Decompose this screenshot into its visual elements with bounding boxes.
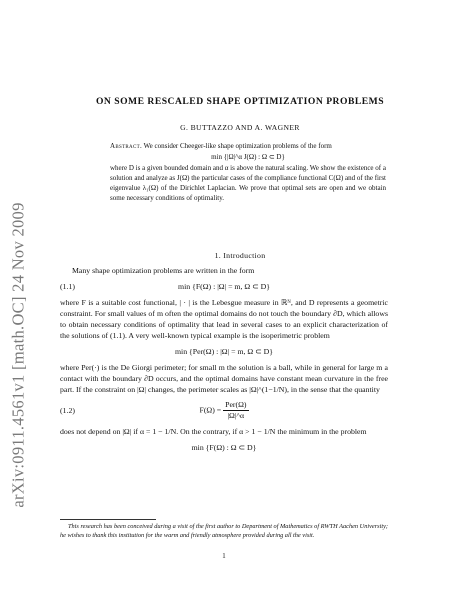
abstract-intro: We consider Cheeger-like shape optimization problems of the form (143, 142, 332, 150)
paragraph-4: does not depend on |Ω| if α = 1 − 1/N. On the contrary, if α > 1 − 1/N the minimum in the problem (60, 427, 367, 436)
equation-1-2-lhs: F(Ω) = (199, 405, 222, 415)
footnote: This research has been conceived during a visit of the first author to Department of Mathematics of RWTH Aachen University; he wishes to thank this institution for the warm and friendly atmosphere provided during all the visit. (60, 523, 388, 539)
section-title: Introduction (223, 251, 266, 260)
page-number: 1 (222, 553, 226, 560)
equation-1-2-fraction (223, 400, 248, 421)
equation-1-1 (60, 281, 388, 292)
equation-minimum (60, 442, 388, 453)
footnote-rule (60, 519, 156, 520)
paragraph-3: where Per(·) is the De Giorgi perimeter; for small m the solution is a ball, while in general for large m a contact with the boundary ∂D occurs, and the optimal domains have constant mean curvature in the free part. If the constraint on |Ω| changes, the perimeter scales as |Ω|^(1−1/N), in the sense that the quantity (60, 363, 388, 394)
fraction-denominator: |Ω|^α (227, 411, 245, 420)
equation-1-2 (60, 400, 388, 421)
arxiv-identifier: arXiv:0911.4561v1 [math.OC] 24 Nov 2009 (9, 202, 28, 508)
paper-authors: G. BUTTAZZO AND A. WAGNER (180, 123, 300, 132)
equation-number-1-1: (1.1) (60, 282, 75, 291)
paragraph-1: Many shape optimization problems are written in the form (72, 266, 255, 275)
equation-isoperimetric-content: min {Per(Ω) : |Ω| = m, Ω ⊂ D} (174, 347, 274, 356)
paragraph-2: where F is a suitable cost functional, | · | is the Lebesgue measure in ℝᴺ, and D represents a geometric constraint. For small values of m often the optimal domains do not touch the boundary ∂D, which allows to obtain necessary conditions of optimality that lead in several cases to an explicit characterization of the solutions of (1.1). A very well-known typical example is the isoperimetric problem (60, 298, 388, 340)
introduction-body (60, 265, 388, 458)
equation-isoperimetric (60, 346, 388, 357)
section-heading (60, 251, 420, 260)
equation-number-1-2: (1.2) (60, 406, 75, 415)
abstract (110, 141, 386, 203)
abstract-body: where D is a given bounded domain and α is above the natural scaling. We show the existence of a solution and analyze as J(Ω) the particular cases of the compliance functional C(Ω) and of the first eigenvalue λ₁(Ω) of the Dirichlet Laplacian. We prove that optimal sets are open and we obtain some necessary conditions of optimality. (110, 164, 386, 202)
abstract-equation: min {|Ω|^α J(Ω) : Ω ⊂ D} (211, 153, 285, 161)
section-number: 1. (214, 251, 222, 260)
equation-1-1-content: min {F(Ω) : |Ω| = m, Ω ⊂ D} (178, 282, 270, 291)
paper-title: ON SOME RESCALED SHAPE OPTIMIZATION PROBLEMS (95, 96, 385, 107)
fraction-numerator: Per(Ω) (225, 400, 247, 409)
abstract-lead: Abstract. (110, 142, 143, 150)
equation-minimum-content: min {F(Ω) : Ω ⊂ D} (191, 443, 257, 452)
arxiv-stamp (4, 120, 34, 590)
